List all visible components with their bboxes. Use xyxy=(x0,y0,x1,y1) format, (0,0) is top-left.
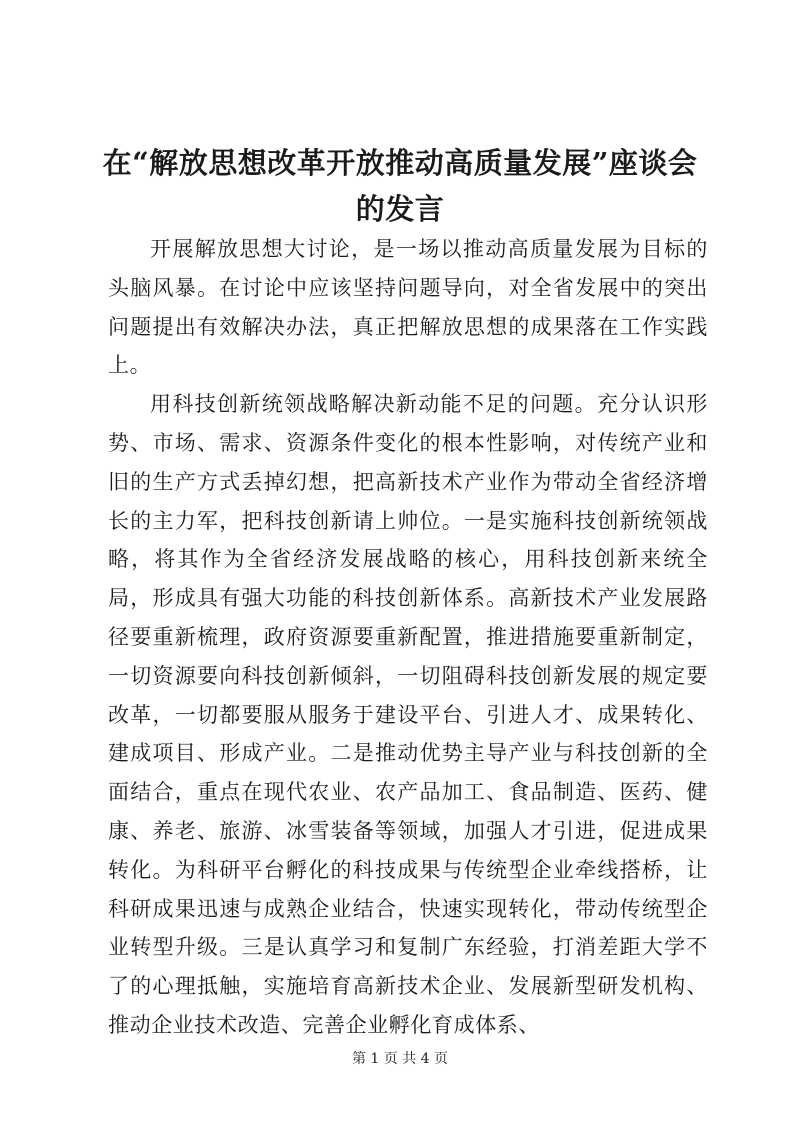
page-footer: 第 1 页 共 4 页 xyxy=(351,1051,449,1067)
document-body xyxy=(108,230,708,1045)
paragraph-intro: 开展解放思想大讨论，是一场以推动高质量发展为目标的头脑风暴。在讨论中应该坚持问题导向，对全省发展中的突出问题提出有效解决办法，真正把解放思想的成果落在工作实践上。 xyxy=(108,237,708,378)
paragraph-tech-innovation: 用科技创新统领战略解决新动能不足的问题。充分认识形势、市场、需求、资源条件变化的根本性影响，对传统产业和旧的生产方式丢掉幻想，把高新技术产业作为带动全省经济增长的主力军，把科技创新请上帅位。一是实施科技创新统领战略，将其作为全省经济发展战略的核心，用科技创新来统全局，形成具有强大功能的科技创新体系。高新技术产业发展路径要重新梳理，政府资源要重新配置，推进措施要重新制定，一切资源要向科技创新倾斜，一切阻碍科技创新发展的规定要改革，一切都要服从服务于建设平台、引进人才、成果转化、建成项目、形成产业。二是推动优势主导产业与科技创新的全面结合，重点在现代农业、农产品加工、食品制造、医药、健康、养老、旅游、冰雪装备等领域，加强人才引进，促进成果转化。为科研平台孵化的科技成果与传统型企业牵线搭桥，让科研成果迅速与成熟企业结合，快速实现转化，带动传统型企业转型升级。三是认真学习和复制广东经验，打消差距大学不了的心理抵触，实施培育高新技术企业、发展新型研发机构、推动企业技术改造、完善企业孵化育成体系、 xyxy=(108,392,708,1037)
document-title: 在“解放思想改革开放推动高质量发展”座谈会的发言 xyxy=(102,146,698,226)
